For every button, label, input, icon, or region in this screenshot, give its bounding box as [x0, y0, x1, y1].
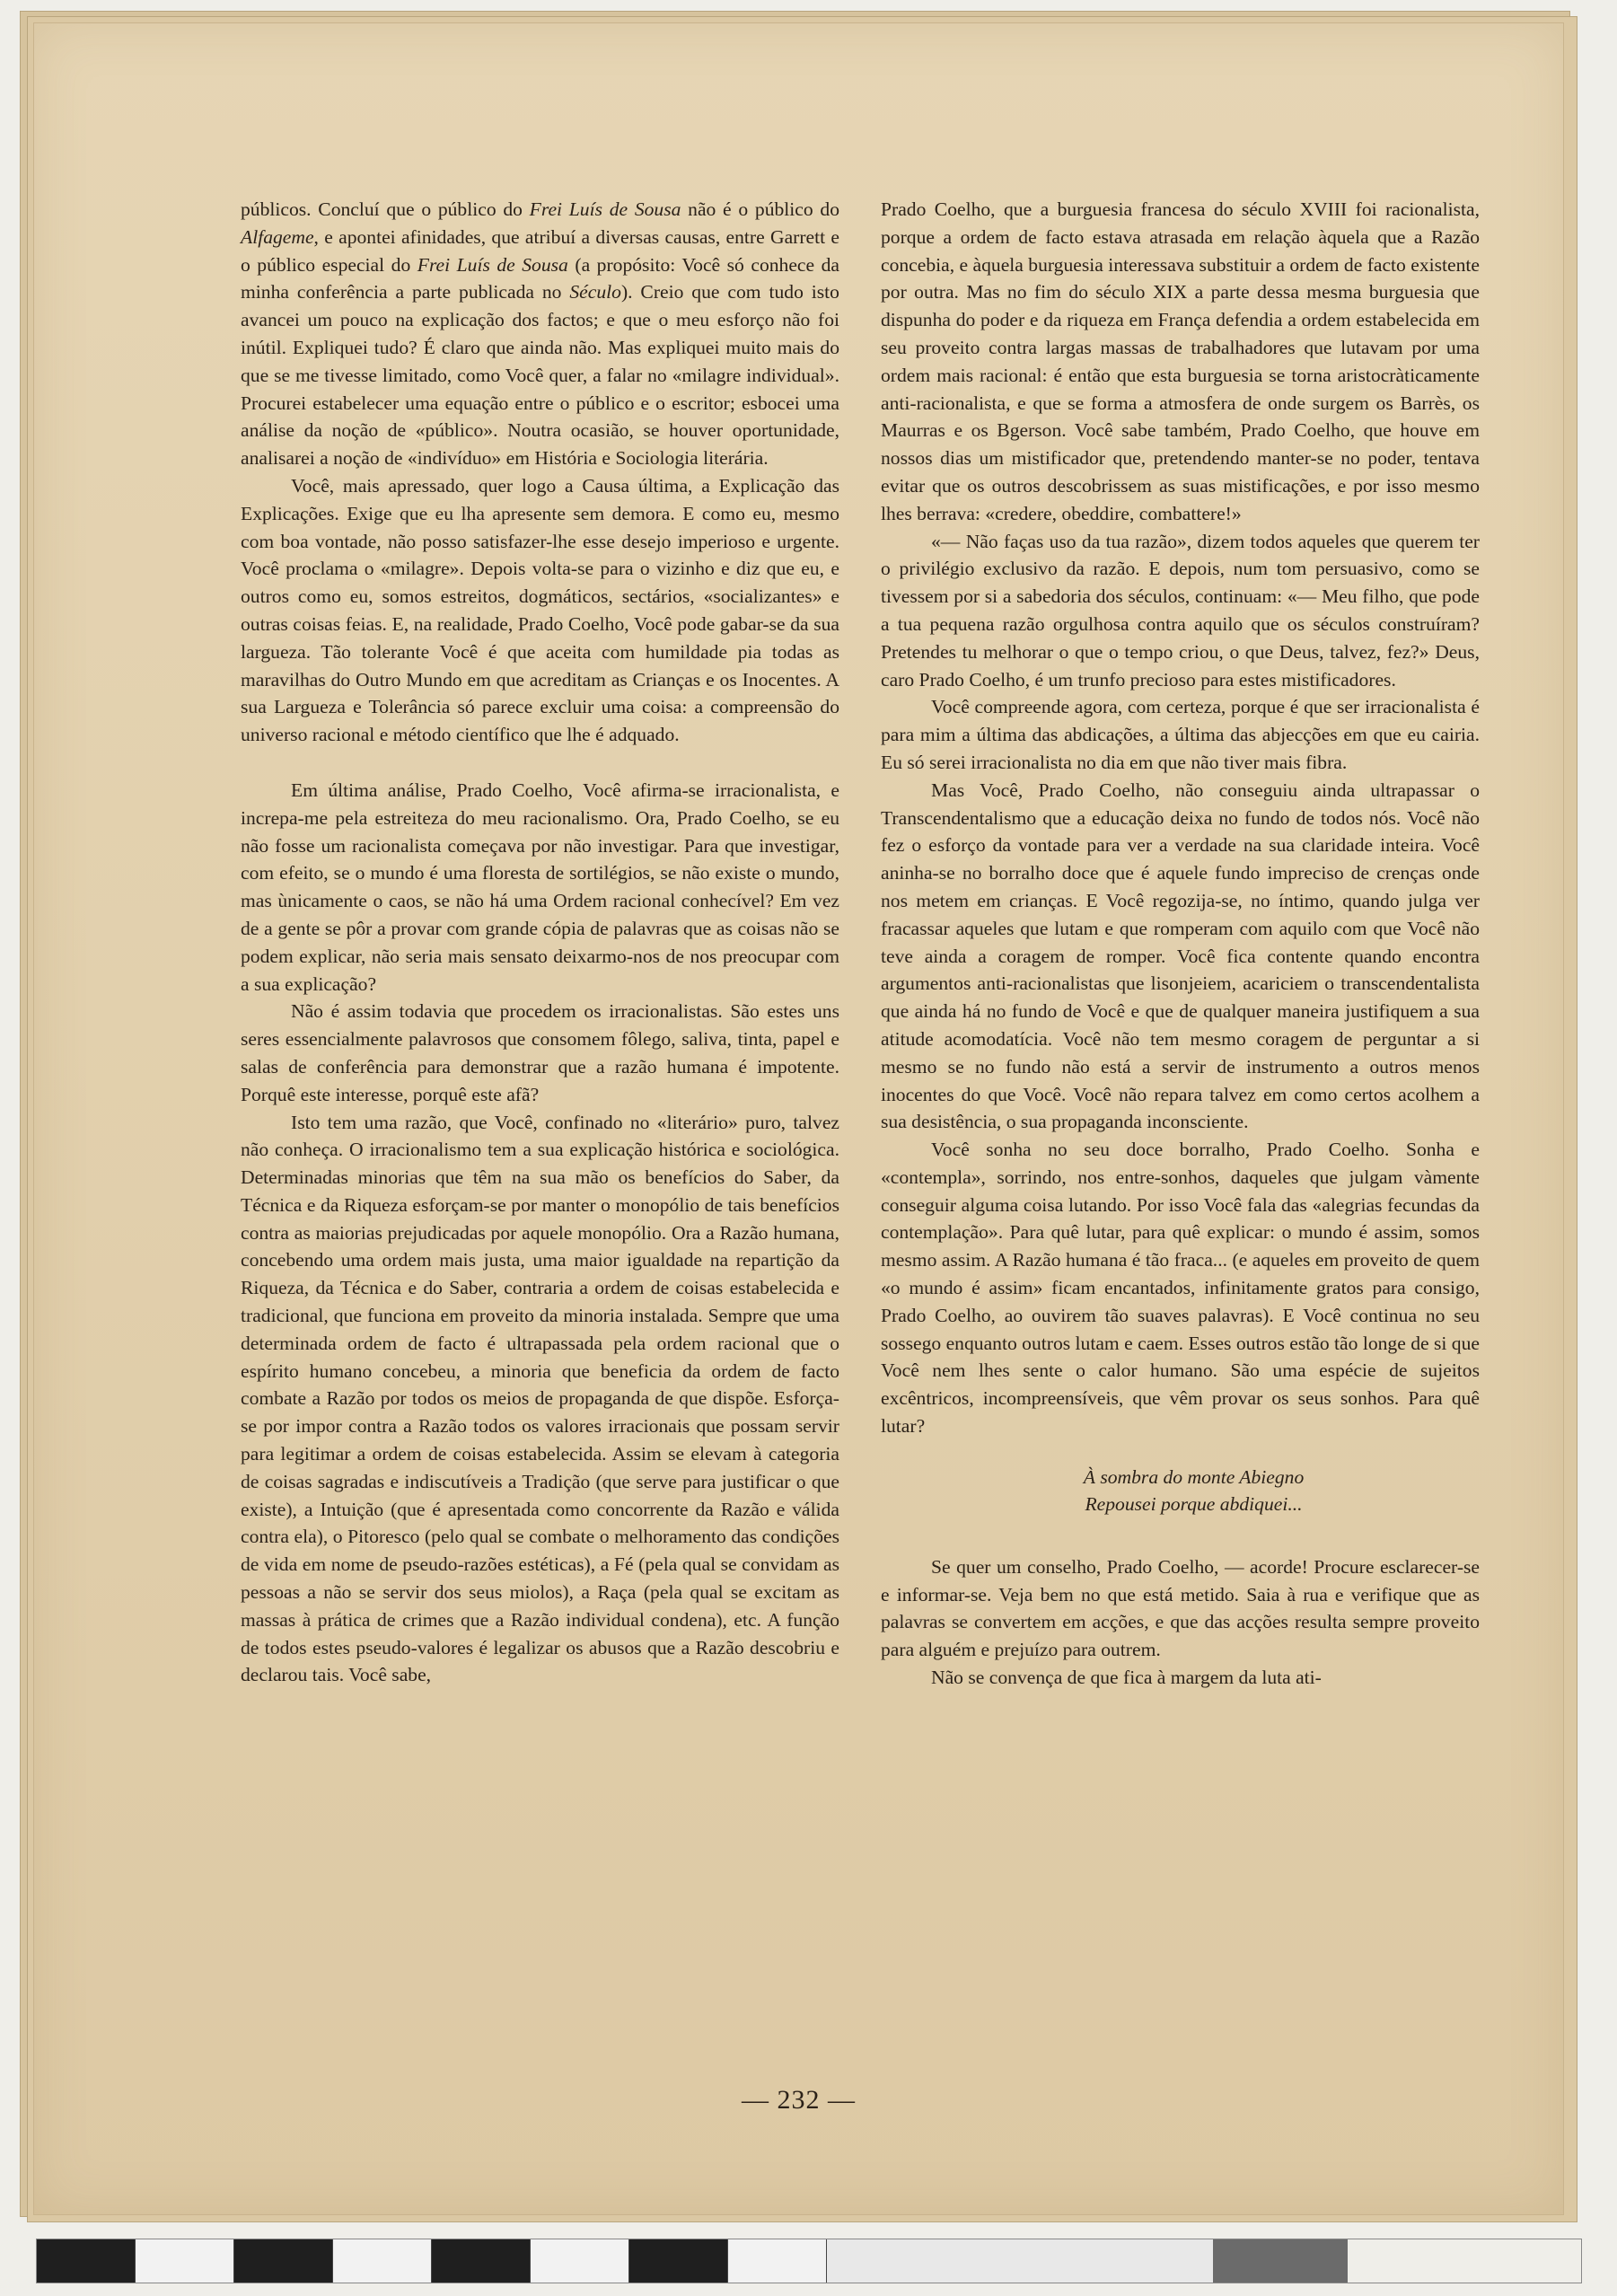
text-run: Você compreende agora, com certeza, porque é que ser irracionalista é para mim a última das abdicações, a última das abjecções em que eu cairia. Eu só serei irracionalista no dia em que não tiver mais fibra. [881, 696, 1480, 773]
ruler-segment [629, 2239, 728, 2283]
text-run: «— Não faças uso da tua razão», dizem todos aqueles que querem ter o privilégio exclusivo da razão. E depois, num tom persuasivo, como se tivessem por si a sabedoria dos séculos, continuam: «— Meu filho, que pode a tua pequena razão orgulhosa contra aquilo que os séculos construíram? Pretendes tu melhorar o que o tempo criou, o que Deus, talvez, fez?» Deus, caro Prado Coelho, é um trunfo precioso para estes mistificadores. [881, 530, 1480, 691]
text-run: Mas Você, Prado Coelho, não conseguiu ainda ultrapassar o Transcendentalismo que a educação deixa no fundo de todos nós. Você não fez o esforço da vontade para ver a verdade na sua claridade inteira. Você aninha-se no borralho doce que é aquele fundo impreciso de crenças onde nos metem em crianças. E Você regozija-se, no íntimo, quando julga ver fracassar aqueles que lutam e que romperam com aquilo com que Você não teve ainda a coragem de romper. Você fica contente quando encontra argumentos anti-racionalistas que lisonjeiem, acariciem o transcendentalista que ainda há no fundo de Você e que de qualquer maneira justifiquem a sua atitude acomodatícia. Você não tem mesmo coragem de perguntar a si mesmo se no fundo não está a servir de instrumento a outros menos inocentes do que Você. Você não repara talvez em como certos acolhem a sua desistência, o sua propaganda inconsciente. [881, 779, 1480, 1133]
gray-patch [827, 2239, 1213, 2283]
paragraph [881, 777, 1480, 1136]
paragraph [241, 196, 839, 472]
ruler-segment [728, 2239, 827, 2283]
text-run: Prado Coelho, que a burguesia francesa do século XVIII foi racionalista, porque a ordem de facto estava atrasada em relação àquela que a Razão concebia, e àquela burguesia interessava substituir a ordem de facto existente por outra. Mas no fim do século XIX a parte dessa mesma burguesia que dispunha do poder e da riqueza em França defendia a ordem estabelecida em seu proveito contra largas massas de trabalhadores que lutavam por uma ordem mais racional: é então que esta burguesia se torna aristocràticamente anti-racionalista, e que se forma a atmosfera de onde surgem os Barrès, os Maurras e os Bgerson. Você sabe também, Prado Coelho, que houve em nossos dias um mistificador que, pretendendo manter-se no poder, tentava evitar que os outros descobrissem as suas mistificações, e por isso mesmo lhes berrava: «credere, obeddire, combattere!» [881, 198, 1480, 524]
italic-title: Século [569, 281, 621, 303]
document-page [34, 23, 1563, 2214]
text-run: ). Creio que com tudo isto avancei um pouco na explicação dos factos; e que o meu esforço não foi inútil. Expliquei tudo? É claro que ainda não. Mas expliquei muito mais do que se me tivesse limitado, como Você quer, a falar no «milagre individual». Procurei estabelecer uma equação entre o público e o escritor; esbocei uma análise da noção de «público». Noutra ocasião, se houver oportunidade, analisarei a noção de «indivíduo» em História e Sociologia literária. [241, 281, 839, 470]
ruler-segment [333, 2239, 432, 2283]
text-run: (a propósito: Você só conhece da minha conferência a parte publicada no [241, 253, 839, 303]
verse-line-1: À sombra do monte Abiegno [1083, 1465, 1305, 1488]
paragraph [881, 1664, 1480, 1692]
italic-title: Frei Luís de Sousa [417, 253, 568, 276]
ruler-segment [432, 2239, 531, 2283]
italic-title: Alfageme [241, 225, 314, 248]
paragraph [881, 1553, 1480, 1664]
text-run: Não é assim todavia que procedem os irracionalistas. São estes uns seres essencialmente palavrosos que consomem fôlego, saliva, tinta, papel e salas de conferência para demonstrar que a razão humana é impotente. Porquê este interesse, porquê este afã? [241, 1000, 839, 1105]
paragraph [241, 777, 839, 998]
ruler-segment [531, 2239, 629, 2283]
scale-ruler [37, 2239, 827, 2283]
right-text-column [881, 196, 1480, 1692]
right-column-body [881, 196, 1480, 1440]
paragraph [881, 693, 1480, 776]
text-run: não é o público do [681, 198, 839, 220]
paragraph [241, 998, 839, 1108]
paragraph [881, 196, 1480, 528]
verse-quote [881, 1464, 1480, 1517]
paragraph [881, 528, 1480, 694]
text-run: Em última análise, Prado Coelho, Você afirma-se irracionalista, e increpa-me pela estreiteza do meu racionalismo. Ora, Prado Coelho, se eu não fosse um racionalista começava por não investigar. Para que investigar, com efeito, se o mundo é uma floresta de sortilégios, se não existe o mundo, mas ùnicamente o caos, se não há uma Ordem racional conhecível? Em vez de a gente se pôr a provar com grande cópia de palavras que as coisas não se podem explicar, não seria mais sensato deixarmo-nos de nos preocupar com a sua explicação? [241, 779, 839, 995]
text-run: Não se convença de que fica à margem da luta ati- [931, 1667, 1322, 1689]
gray-patch [1213, 2239, 1348, 2283]
paragraph [241, 472, 839, 749]
text-run: públicos. Concluí que o público do [241, 198, 530, 220]
text-run: Isto tem uma razão, que Você, confinado no «literário» puro, talvez não conheça. O irracionalismo tem a sua explicação histórica e sociológica. Determinadas minorias que têm na sua mão os benefícios do Saber, da Técnica e da Riqueza esforçam-se por manter o monopólio de tais benefícios contra as maiorias prejudicadas por aquele monopólio. Ora a Razão humana, concebendo uma ordem mais justa, uma maior igualdade na repartição da Riqueza, da Técnica e do Saber, contraria a ordem de coisas estabelecida e tradicional, que funciona em proveito da minoria instalada. Sempre que uma determinada ordem de facto é ultrapassada pela ordem racional que o espírito humano concebeu, a minoria que beneficia da ordem de facto combate a Razão por todos os meios de propaganda de que dispõe. Esforça-se por impor contra a Razão todos os valores irracionais que possam servir para legitimar a ordem de coisas estabelecida. Assim se elevam à categoria de coisas sagradas e indiscutíveis a Tradição (que serve para justificar o que existe), a Intuição (que é apresentada como concorrente da Razão e válida contra ela), o Pitoresco (pelo qual se combate o melhoramento das condições de vida em nome de pseudo-razões estéticas), a Fé (pela qual se convidam as pessoas a não se servir dos seus miolos), a Raça (pela qual se excitam as massas à prática de crimes que a Razão individual condena), etc. A função de todos estes pseudo-valores é legalizar os abusos que a Razão descobriu e declarou tais. Você sabe, [241, 1111, 839, 1686]
ruler-segment [234, 2239, 333, 2283]
ruler-segment [136, 2239, 234, 2283]
page-number: — 232 — [742, 2085, 856, 2115]
left-text-column [241, 196, 839, 1689]
verse-line-2: Repousei porque abdiquei... [1085, 1492, 1303, 1515]
text-run: Você, mais apressado, quer logo a Causa última, a Explicação das Explicações. Exige que eu lha apresente sem demora. E como eu, mesmo com boa vontade, não posso satisfazer-lhe esse desejo imperioso e urgente. Você proclama o «milagre». Depois volta-se para o vizinho e diz que eu, e outros como eu, somos estreitos, dogmáticos, sectários, «socializantes» e outras coisas feias. E, na realidade, Prado Coelho, Você pode gabar-se da sua largueza. Tão tolerante Você é que aceita com humildade pia todas as maravilhas do Outro Mundo em que acreditam as Crianças e os Inocentes. A sua Largueza e Tolerância só parece excluir uma coisa: a compreensão do universo racional e método científico que lhe é adquado. [241, 474, 839, 746]
text-run: , e apontei afinidades, que atribuí a diversas causas, entre Garrett e o público especial do [241, 225, 839, 276]
ruler-segment [37, 2239, 136, 2283]
right-column-closing [881, 1553, 1480, 1692]
text-run: Se quer um conselho, Prado Coelho, — acorde! Procure esclarecer-se e informar-se. Veja bem no que está metido. Saia à rua e verifique que as palavras se convertem em acções, e que das acções resulta sempre proveito para alguém e prejuízo para outrem. [881, 1555, 1480, 1661]
text-run: Você sonha no seu doce borralho, Prado Coelho. Sonha e «contempla», sorrindo, nos entre-sonhos, daqueles que julgam vàmente conseguir alguma coisa lutando. Por isso Você fala das «alegrias fecundas da contemplação». Para quê lutar, para quê explicar: o mundo é assim, somos mesmo assim. A Razão humana é tão fraca... (e aqueles em proveito de quem «o mundo é assim» ficam encantados, infinitamente gratos para consigo, Prado Coelho, ao ouvirem tão suaves palavras). E Você continua no seu sossego enquanto outros lutam e caem. Esses outros estão tão longe de si que Você nem lhes sente o calor humano. São uma espécie de sujeitos excêntricos, incompreensíveis, que vêm provar os seus sonhos. Para quê lutar? [881, 1139, 1480, 1438]
italic-title: Frei Luís de Sousa [529, 198, 681, 220]
paragraph [241, 1109, 839, 1690]
paragraph [881, 1136, 1480, 1440]
color-calibration-strip [36, 2239, 1582, 2283]
